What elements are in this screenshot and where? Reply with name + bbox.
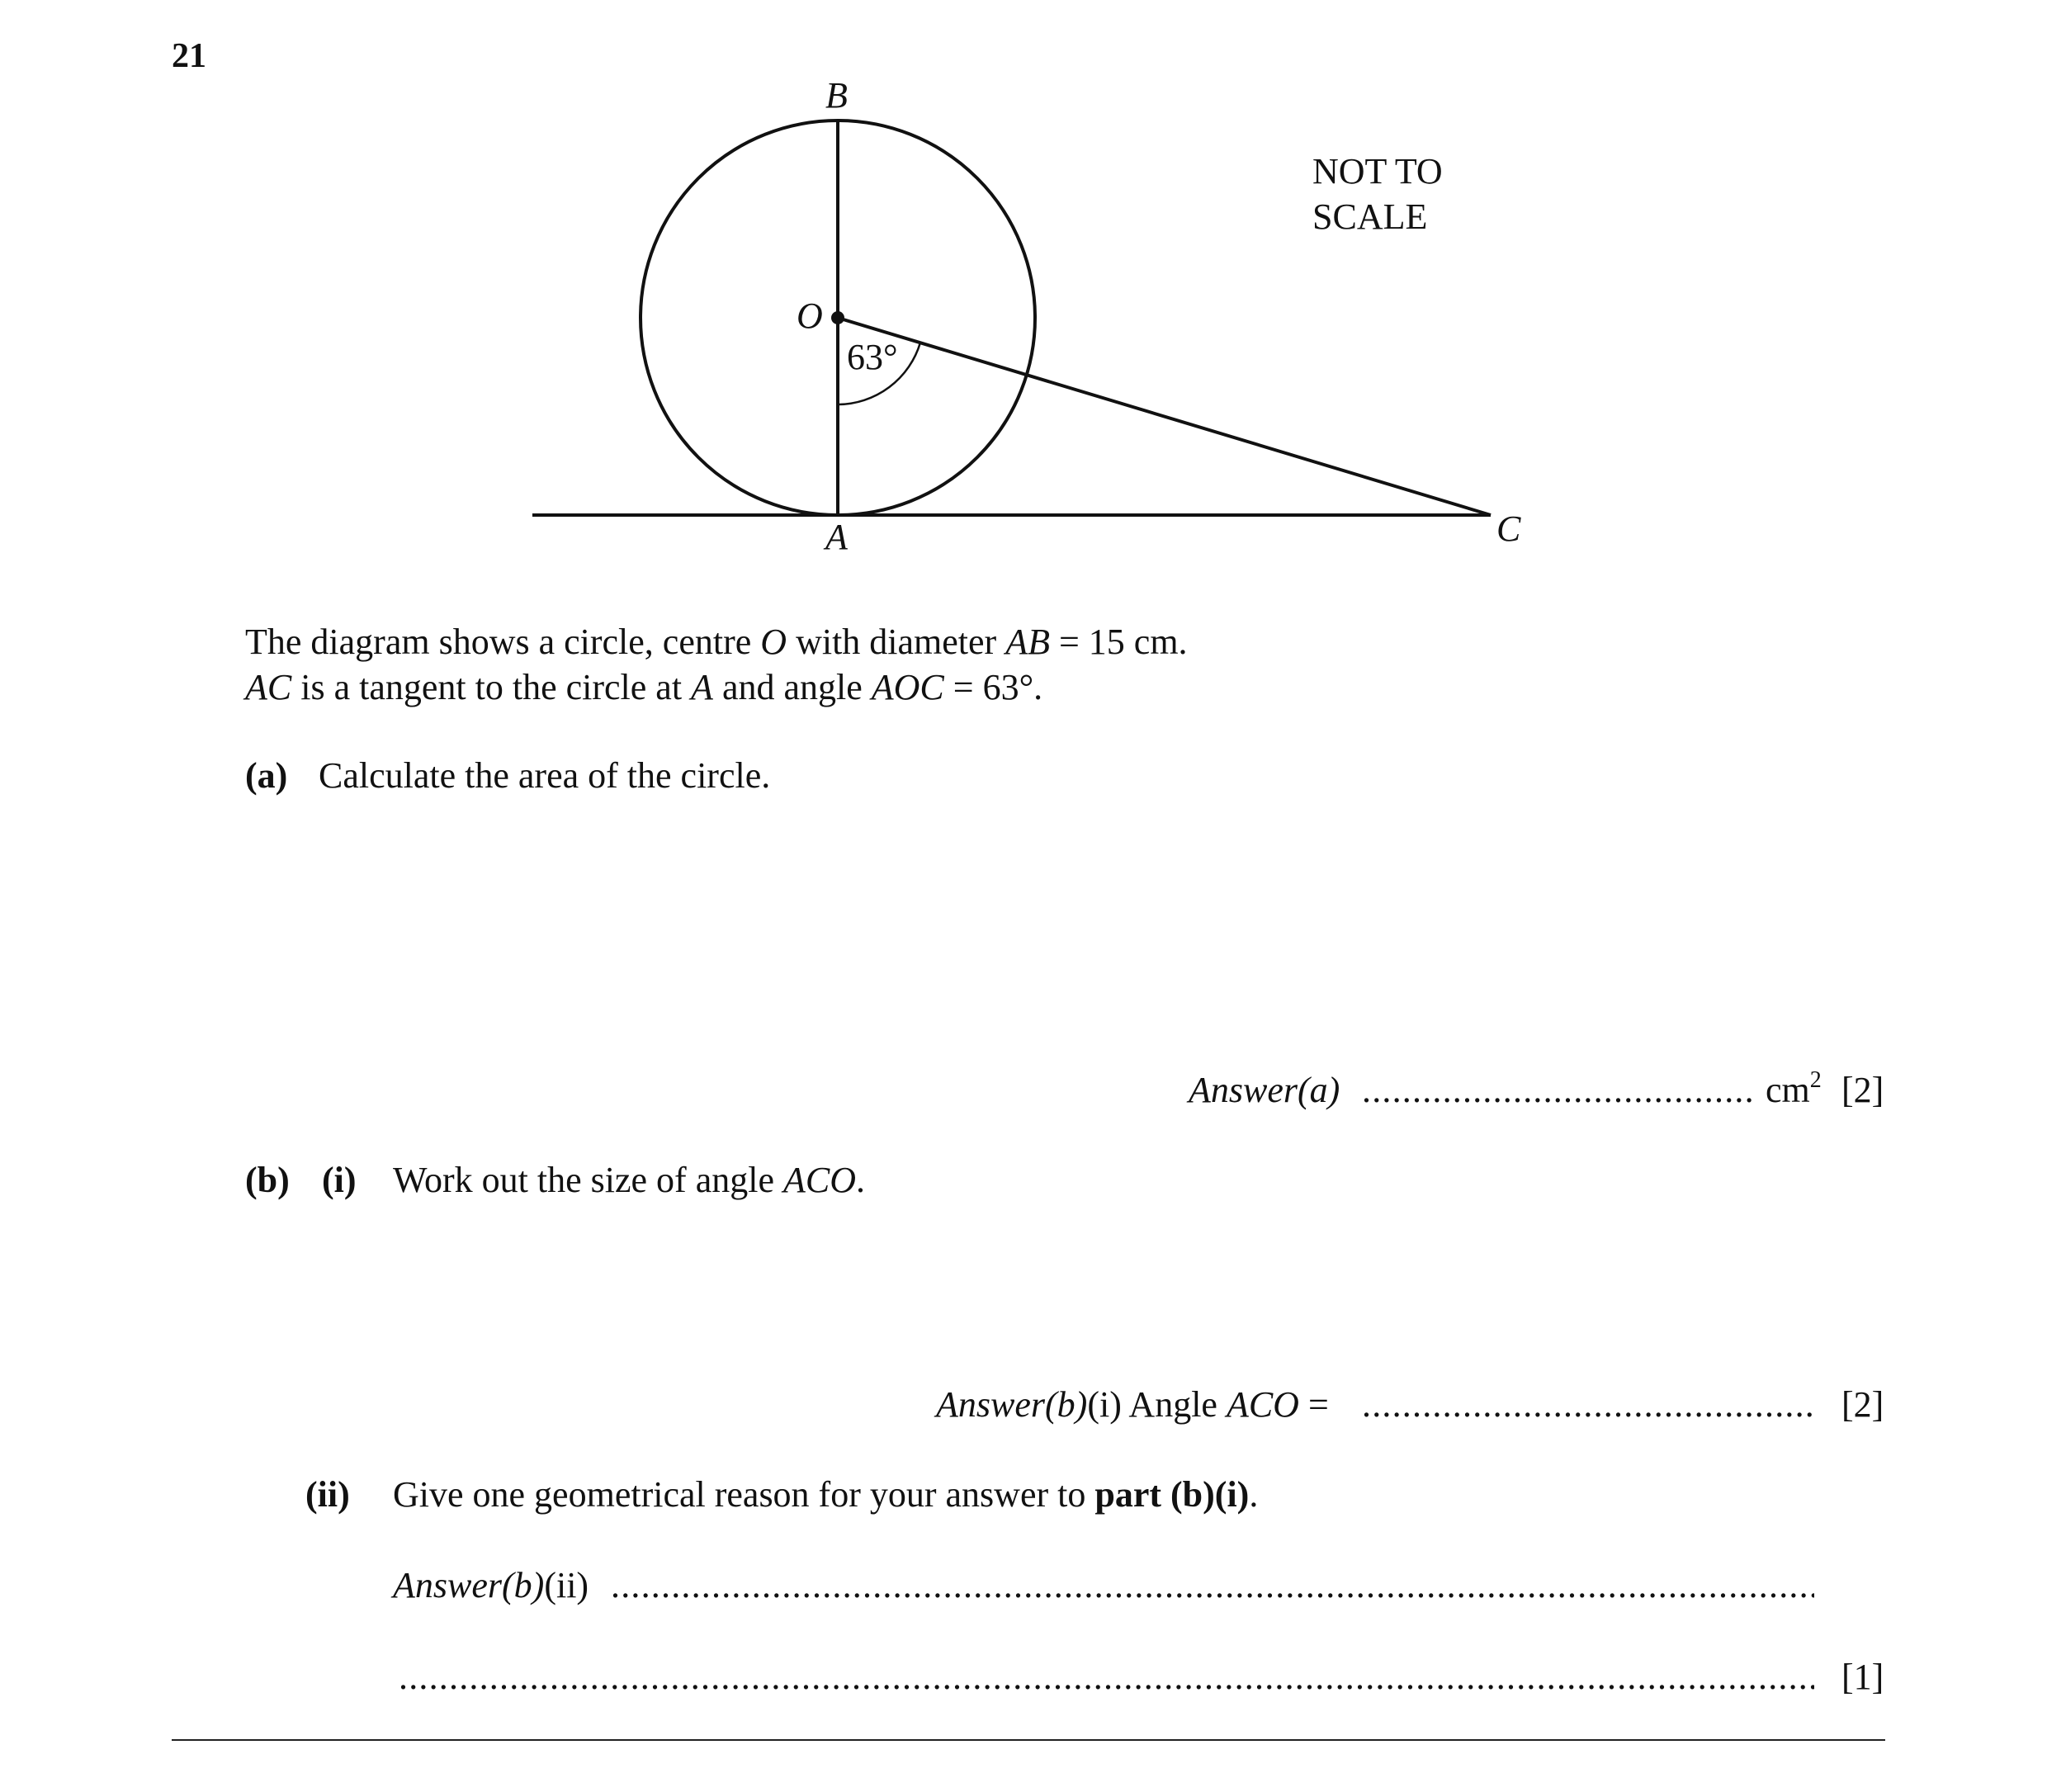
answer-b-ii-line-2[interactable] <box>399 1654 1814 1712</box>
page-bottom-rule <box>172 1739 1885 1741</box>
part-b-i-question: Work out the size of angle ACO. <box>393 1160 865 1200</box>
label-b: B <box>825 75 848 116</box>
geometry-diagram <box>0 0 2047 594</box>
part-a-marks: [2] <box>1841 1070 1884 1110</box>
part-b-i-marks: [2] <box>1841 1384 1884 1425</box>
label-c: C <box>1496 508 1521 549</box>
angle-label: 63° <box>847 337 898 377</box>
part-b-label: (b) <box>245 1160 290 1200</box>
line-oc <box>838 318 1491 515</box>
answer-b-ii-line-1[interactable] <box>611 1563 1814 1620</box>
centre-dot <box>831 311 844 324</box>
answer-a-label: Answer(a) <box>1189 1070 1340 1110</box>
answer-b-i-line[interactable] <box>1362 1382 1814 1440</box>
part-a-label: (a) <box>245 755 288 796</box>
answer-b-i-label: Answer(b)(i) Angle ACO = <box>936 1384 1329 1425</box>
question-number: 21 <box>172 37 206 75</box>
intro-line-2: AC is a tangent to the circle at A and angle AOC = 63°. <box>245 667 1043 707</box>
label-a: A <box>825 517 848 557</box>
intro-line-1: The diagram shows a circle, centre O with diameter AB = 15 cm. <box>245 622 1188 662</box>
answer-a-unit: $cm^2$ <box>1766 1067 1822 1110</box>
not-to-scale-line1: NOT TO <box>1312 151 1443 191</box>
label-o: O <box>797 296 823 336</box>
not-to-scale-line2: SCALE <box>1312 196 1428 237</box>
part-b-ii-question: Give one geometrical reason for your answer to part (b)(i). <box>393 1474 1259 1515</box>
answer-b-ii-label: Answer(b)(ii) <box>393 1565 589 1605</box>
answer-a-line[interactable] <box>1362 1067 1752 1125</box>
part-a-question: Calculate the area of the circle. <box>319 755 771 796</box>
part-b-ii-label: (ii) <box>305 1474 350 1515</box>
part-b-i-label: (i) <box>322 1160 357 1200</box>
part-b-ii-marks: [1] <box>1841 1657 1884 1697</box>
